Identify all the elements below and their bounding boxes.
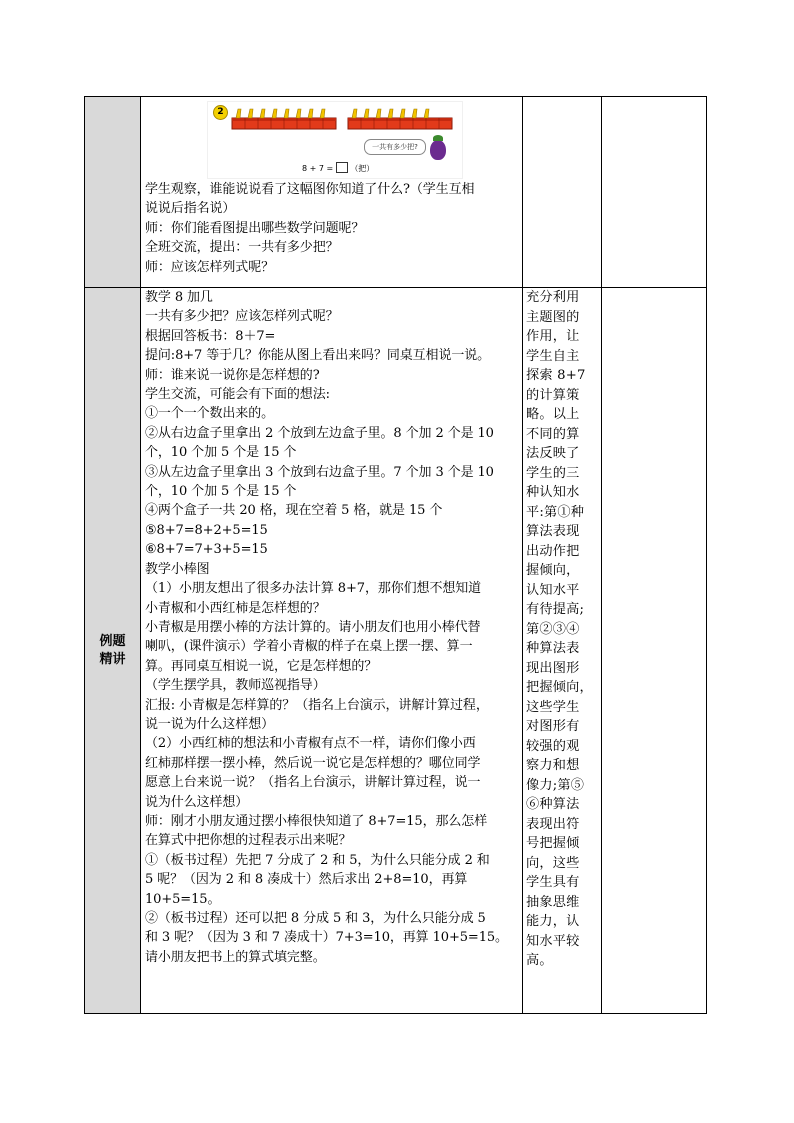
- note-line: 表现出符: [526, 816, 580, 832]
- section-label-line-1: 例题: [99, 633, 126, 649]
- equation-unit: （把）: [350, 164, 375, 173]
- lesson-plan-table: [84, 96, 707, 1014]
- note-line: 略。以上: [526, 407, 580, 422]
- text-line: ①（板书过程）先把 7 分成了 2 和 5，为什么只能分成 2 和: [145, 852, 490, 868]
- note-line: 的计算策: [526, 387, 580, 403]
- text-line: 5 呢？（因为 2 和 8 凑成十）然后求出 2+8=10，再算: [145, 872, 468, 888]
- note-line: 握倾向，: [526, 563, 580, 578]
- text-line: 师：应该怎样列式呢？: [145, 259, 275, 275]
- note-line: 充分利用: [526, 290, 580, 305]
- extra-cell-main: [602, 288, 707, 1014]
- theme-figure: [145, 97, 518, 180]
- note-line: 高。: [526, 953, 553, 968]
- note-line: 向，这些: [526, 855, 580, 871]
- text-line: 教学 8 加几: [145, 290, 213, 305]
- text-line: 学生交流，可能会有下面的想法:: [145, 387, 330, 403]
- trumpet-box-right: [346, 106, 456, 132]
- note-cell-top: [523, 97, 602, 288]
- note-line: ⑥种算法: [526, 797, 580, 812]
- table-row: [85, 97, 707, 288]
- text-line: （学生摆学具，教师巡视指导）: [145, 678, 326, 694]
- note-line: 把握倾向，: [526, 680, 593, 695]
- note-line: 不同的算: [526, 426, 580, 442]
- note-line: 能力，认: [526, 914, 580, 929]
- text-line: 教学小棒图: [145, 561, 210, 577]
- note-line: 较强的观: [526, 738, 580, 754]
- note-line: 学生具有: [526, 875, 580, 890]
- note-line: 算法表现: [526, 524, 580, 539]
- text-line: 师：刚才小朋友通过摆小棒很快知道了 8+7=15，那么怎样: [145, 813, 488, 829]
- eggplant-character-icon: [430, 140, 446, 160]
- text-line: （2）小西红柿的想法和小青椒有点不一样，请你们像小西: [145, 736, 476, 752]
- text-line: ②（板书过程）还可以把 8 分成 5 和 3，为什么只能分成 5: [145, 911, 486, 926]
- text-line: 愿意上台来说一说？（指名上台演示，讲解计算过程，说一: [145, 775, 481, 791]
- note-line: 像力;第⑤: [526, 777, 585, 793]
- text-line: ②从右边盒子里拿出 2 个放到左边盒子里。8 个加 2 个是 10: [145, 425, 494, 441]
- text-line: 师：谁来说一说你是怎样想的?: [145, 367, 320, 383]
- sidebar-cell: [85, 288, 141, 1014]
- note-line: 主题图的: [526, 309, 580, 325]
- sidebar-cell: [85, 97, 141, 288]
- content-cell-top: [141, 97, 523, 288]
- text-line: 说一说为什么这样想）: [145, 716, 275, 732]
- text-line: ⑥8+7=7+3+5=15: [145, 542, 268, 558]
- text-line: ③从左边盒子里拿出 3 个放到右边盒子里。7 个加 3 个是 10: [145, 464, 494, 480]
- figure-equation: [302, 162, 374, 174]
- text-line: 汇报: 小青椒是怎样算的？（指名上台演示，讲解计算过程，: [145, 697, 489, 713]
- note-line: 号把握倾: [526, 836, 580, 851]
- text-line: 提问:8+7 等于几？你能从图上看出来吗？同桌互相说一说。: [145, 348, 491, 364]
- trumpet-box-left: [230, 106, 340, 132]
- figure-frame: [207, 101, 463, 179]
- table-row: [85, 288, 707, 1014]
- note-line: 抽象思维: [526, 894, 580, 910]
- text-line: 一共有多少把？应该怎样列式呢？: [145, 309, 339, 325]
- note-line: 察力和想: [526, 758, 580, 773]
- text-line: 说说后指名说）: [145, 201, 236, 217]
- text-line: 和 3 呢？（因为 3 和 7 凑成十）7+3=10，再算 10+5=15。: [145, 930, 508, 946]
- text-line: （1）小朋友想出了很多办法计算 8+7，那你们想不想知道: [145, 581, 482, 597]
- note-line: 法反映了: [526, 446, 580, 461]
- figure-number-badge: 2: [213, 105, 228, 120]
- text-line: ④两个盒子一共 20 格，现在空着 5 格，就是 15 个: [145, 503, 443, 519]
- note-line: 平:第①种: [526, 504, 585, 520]
- text-line: 学生观察，谁能说说看了这幅图你知道了什么?（学生互相: [145, 182, 475, 197]
- note-line: 种认知水: [526, 485, 580, 500]
- text-line: 红柿那样摆一摆小棒，然后说一说它是怎样想的？哪位同学: [145, 755, 481, 771]
- text-line: 请小朋友把书上的算式填完整。: [145, 949, 326, 965]
- note-line: 学生自主: [526, 348, 580, 364]
- text-line: 喇叭，(课件演示）学着小青椒的样子在桌上摆一摆、算一: [145, 639, 473, 655]
- section-label-line-2: 精讲: [99, 651, 126, 667]
- content-cell-main: [141, 288, 523, 1014]
- note-line: 作用，让: [526, 329, 580, 344]
- note-line: 学生的三: [526, 465, 580, 481]
- note-line: 知水平较: [526, 933, 580, 949]
- text-line: 小青椒和小西红柿是怎样想的？: [145, 600, 326, 616]
- note-cell-main: [523, 288, 602, 1014]
- note-line: 对图形有: [526, 719, 580, 734]
- text-line: 算。再同桌互相说一说，它是怎样想的？: [145, 658, 378, 674]
- equation-left: 8 + 7 =: [302, 164, 334, 173]
- note-line: 出动作把: [526, 543, 580, 559]
- text-line: 全班交流，提出：一共有多少把？: [145, 240, 339, 256]
- note-line: 第②③④: [526, 621, 580, 637]
- text-line: 根据回答板书：8＋7=: [145, 328, 276, 344]
- text-line: 说为什么这样想）: [145, 794, 249, 810]
- text-line: ⑤8+7=8+2+5=15: [145, 522, 268, 538]
- note-line: 认知水平: [526, 582, 580, 598]
- text-line: 个，10 个加 5 个是 15 个: [145, 445, 297, 461]
- text-line: 师：你们能看图提出哪些数学问题呢？: [145, 220, 365, 236]
- note-line: 有待提高;: [526, 602, 585, 617]
- note-line: 探索 8+7: [526, 368, 586, 383]
- note-line: 这些学生: [526, 699, 580, 715]
- text-line: ①一个一个数出来的。: [145, 406, 275, 422]
- text-line: 小青椒是用摆小棒的方法计算的。请小朋友们也用小棒代替: [145, 619, 481, 635]
- note-line: 现出图形: [526, 660, 580, 676]
- speech-bubble: 一共有多少把?: [364, 139, 426, 155]
- note-line: 种算法表: [526, 641, 580, 656]
- extra-cell-top: [602, 97, 707, 288]
- text-line: 10+5=15。: [145, 891, 221, 907]
- section-label: [85, 288, 140, 1013]
- text-line: 个，10 个加 5 个是 15 个: [145, 484, 297, 500]
- text-line: 在算式中把你想的过程表示出来呢？: [145, 833, 352, 849]
- answer-box: [336, 162, 348, 173]
